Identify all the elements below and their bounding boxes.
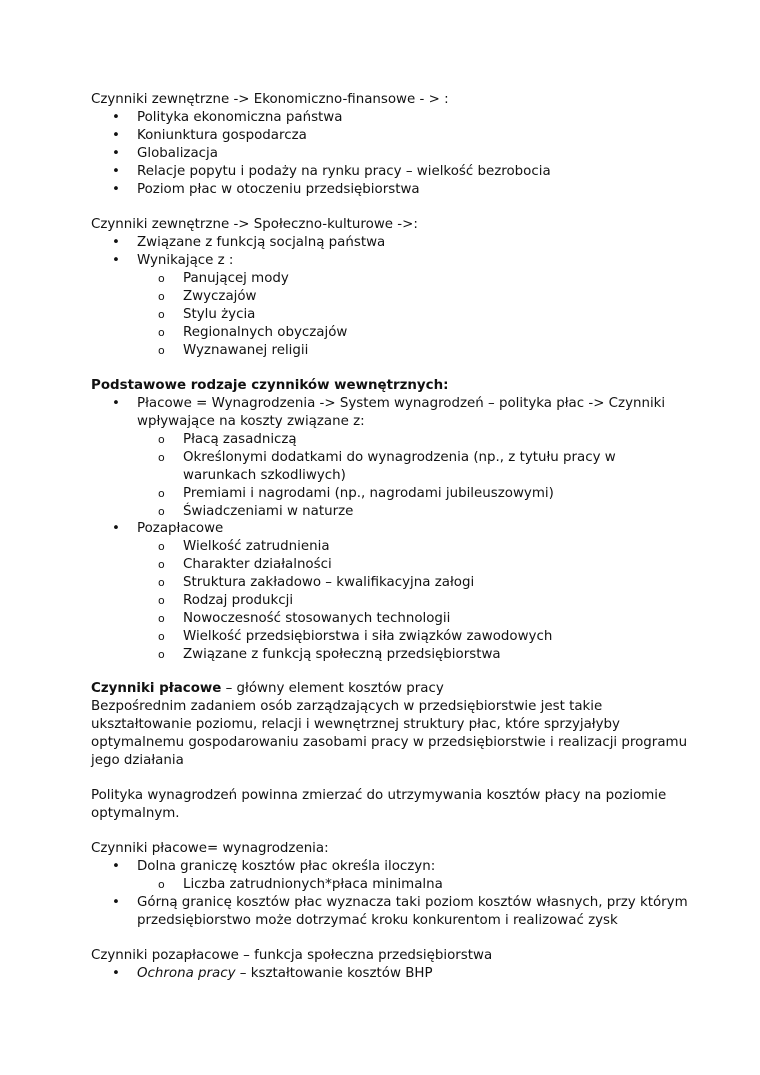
bullet-circle-icon: o <box>158 505 165 518</box>
sub-list-item: Wyznawanej religii <box>183 343 309 358</box>
bullet-disc-icon: • <box>112 396 120 411</box>
bullet-circle-icon: o <box>158 451 165 464</box>
sub-list-item: Struktura zakładowo – kwalifikacyjna załogi <box>183 575 475 590</box>
bullet-circle-icon: o <box>158 878 165 891</box>
bullet-circle-icon: o <box>158 594 165 607</box>
paragraph-line: ukształtowanie poziomu, relacji i wewnętrznej struktury płac, które sprzyjałyby <box>91 717 620 732</box>
bullet-circle-icon: o <box>158 290 165 303</box>
list-item: Pozapłacowe <box>137 521 224 536</box>
item-rest: – kształtowanie kosztów BHP <box>235 966 433 981</box>
list-item: Globalizacja <box>137 146 218 161</box>
bullet-circle-icon: o <box>158 630 165 643</box>
paragraph-line: jego działania <box>91 753 184 768</box>
sub-list-item: Określonymi dodatkami do wynagrodzenia (np., z tytułu pracy w <box>183 450 616 465</box>
sub-list-item: Zwyczajów <box>183 289 257 304</box>
sub-list-item: Regionalnych obyczajów <box>183 325 348 340</box>
list-item: Związane z funkcją socjalną państwa <box>137 235 386 250</box>
bullet-disc-icon: • <box>112 110 120 125</box>
bullet-disc-icon: • <box>112 235 120 250</box>
sub-list-item: Nowoczesność stosowanych technologii <box>183 611 451 626</box>
bullet-circle-icon: o <box>158 540 165 553</box>
list-item: Polityka ekonomiczna państwa <box>137 110 343 125</box>
list-item: Koniunktura gospodarcza <box>137 128 307 143</box>
list-item: Wynikające z : <box>137 253 234 268</box>
list-item <box>137 965 433 983</box>
heading-bold-part: Czynniki płacowe <box>91 681 222 696</box>
paragraph-line: optymalnemu gospodarowaniu zasobami pracy w przedsiębiorstwie i realizacji programu <box>91 735 688 750</box>
paragraph-line: optymalnym. <box>91 806 180 821</box>
sub-list-item-continuation: warunkach szkodliwych) <box>183 468 346 483</box>
bullet-circle-icon: o <box>158 576 165 589</box>
section-heading-spoleczne: Czynniki zewnętrzne -> Społeczno-kulturowe ->: <box>91 217 418 232</box>
section-heading-pozaplacowe: Czynniki pozapłacowe – funkcja społeczna przedsiębiorstwa <box>91 948 493 963</box>
section-heading-wynagrodzenia: Czynniki płacowe= wynagrodzenia: <box>91 841 329 856</box>
bullet-disc-icon: • <box>112 253 120 268</box>
paragraph-line: Bezpośrednim zadaniem osób zarządzających w przedsiębiorstwie jest takie <box>91 699 603 714</box>
bullet-disc-icon: • <box>112 182 120 197</box>
sub-list-item: Stylu życia <box>183 307 256 322</box>
bullet-disc-icon: • <box>112 128 120 143</box>
list-item-continuation: wpływające na koszty związane z: <box>137 414 365 429</box>
bullet-circle-icon: o <box>158 433 165 446</box>
section-heading-czynniki-placowe <box>91 680 444 698</box>
sub-list-item: Rodzaj produkcji <box>183 593 294 608</box>
sub-list-item: Wielkość zatrudnienia <box>183 539 330 554</box>
sub-list-item: Charakter działalności <box>183 557 332 572</box>
list-item: Dolna graniczę kosztów płac określa iloczyn: <box>137 859 436 874</box>
sub-list-item: Panującej mody <box>183 271 289 286</box>
sub-list-item: Premiami i nagrodami (np., nagrodami jubileuszowymi) <box>183 486 554 501</box>
bullet-disc-icon: • <box>112 859 120 874</box>
bullet-disc-icon: • <box>112 966 120 981</box>
heading-rest-part: – główny element kosztów pracy <box>221 681 444 696</box>
sub-list-item: Związane z funkcją społeczną przedsiębiorstwa <box>183 647 501 662</box>
bullet-circle-icon: o <box>158 272 165 285</box>
section-heading-ekonomiczne: Czynniki zewnętrzne -> Ekonomiczno-finansowe - > : <box>91 92 449 107</box>
bullet-disc-icon: • <box>112 895 120 910</box>
bullet-circle-icon: o <box>158 558 165 571</box>
bullet-disc-icon: • <box>112 146 120 161</box>
list-item-continuation: przedsiębiorstwo może dotrzymać kroku konkurentom i realizować zysk <box>137 913 618 928</box>
sub-list-item: Liczba zatrudnionych*płaca minimalna <box>183 877 443 892</box>
bullet-circle-icon: o <box>158 612 165 625</box>
list-item: Płacowe = Wynagrodzenia -> System wynagrodzeń – polityka płac -> Czynniki <box>137 396 666 411</box>
italic-term: Ochrona pracy <box>137 966 236 981</box>
section-heading-wewnetrzne: Podstawowe rodzaje czynników wewnętrznych: <box>91 378 449 393</box>
bullet-disc-icon: • <box>112 164 120 179</box>
bullet-circle-icon: o <box>158 648 165 661</box>
bullet-circle-icon: o <box>158 487 165 500</box>
list-item: Relacje popytu i podaży na rynku pracy – wielkość bezrobocia <box>137 164 551 179</box>
bullet-disc-icon: • <box>112 521 120 536</box>
sub-list-item: Wielkość przedsiębiorstwa i siła związków zawodowych <box>183 629 553 644</box>
bullet-circle-icon: o <box>158 344 165 357</box>
list-item: Poziom płac w otoczeniu przedsiębiorstwa <box>137 182 420 197</box>
bullet-circle-icon: o <box>158 308 165 321</box>
paragraph-line: Polityka wynagrodzeń powinna zmierzać do utrzymywania kosztów płacy na poziomie <box>91 788 667 803</box>
sub-list-item: Świadczeniami w naturze <box>183 504 354 519</box>
list-item: Górną granicę kosztów płac wyznacza taki poziom kosztów własnych, przy którym <box>137 895 688 910</box>
sub-list-item: Płacą zasadniczą <box>183 432 297 447</box>
bullet-circle-icon: o <box>158 326 165 339</box>
